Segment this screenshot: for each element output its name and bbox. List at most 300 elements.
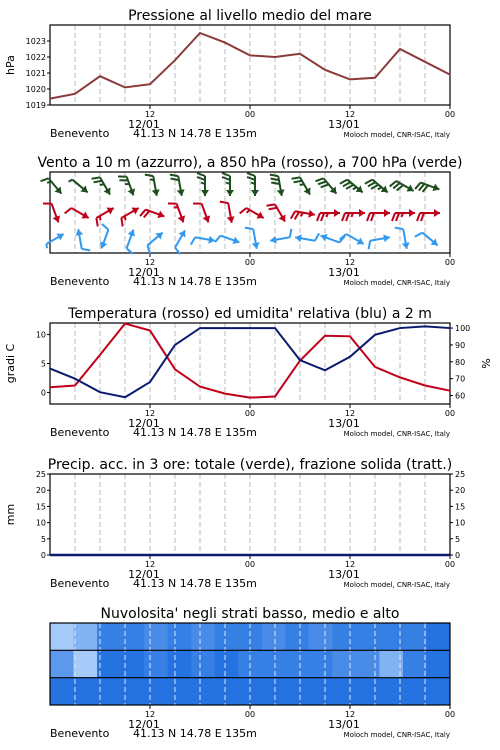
- y-tick-label: 15: [35, 502, 46, 512]
- wind-barb: [75, 229, 90, 250]
- cloud-cell: [97, 623, 121, 651]
- temperature-line-point: [274, 396, 276, 398]
- y-tick-label: 60: [455, 391, 466, 401]
- panel-title: Vento a 10 m (azzurro), a 850 hPa (rosso), a 700 hPa (verde): [37, 155, 463, 171]
- x-tick-label: 00: [244, 710, 256, 719]
- pressure-line-point: [349, 79, 351, 81]
- humidity-line-point: [324, 369, 326, 371]
- wind-feather: [197, 173, 205, 176]
- location-name: Benevento: [50, 127, 110, 140]
- wind-feather: [171, 179, 179, 181]
- wind-feather: [421, 213, 424, 221]
- humidity-line-point: [99, 391, 101, 393]
- wind-feather: [294, 181, 302, 182]
- humidity-line-point: [199, 327, 201, 329]
- panel-5: [50, 606, 455, 740]
- y-axis-label: %: [480, 358, 493, 369]
- wind-half-feather: [100, 184, 104, 185]
- y-tick-label: 10: [455, 518, 466, 528]
- wind-barb: [415, 233, 438, 246]
- wind-barb: [295, 233, 319, 242]
- x-tick-label: 12: [144, 110, 156, 119]
- x-tick-label: 00: [244, 258, 256, 267]
- x-tick-label: 00: [444, 110, 456, 119]
- wind-feather: [247, 173, 255, 176]
- wind-feather: [215, 236, 221, 242]
- x-tick-label: 12: [144, 710, 156, 719]
- pressure-line-point: [374, 77, 376, 79]
- wind-half-feather: [47, 181, 51, 182]
- model-credit: Moloch model, CNR-ISAC, Italy: [343, 731, 450, 739]
- wind-barb: [316, 178, 337, 193]
- y-tick-label: 5: [40, 534, 46, 544]
- cloud-cell: [309, 678, 333, 706]
- wind-arrowhead: [201, 190, 209, 196]
- location-name: Benevento: [50, 275, 110, 288]
- temperature-line-point: [199, 386, 201, 388]
- wind-feather: [415, 233, 422, 237]
- y-tick-label: 25: [455, 470, 466, 479]
- wind-feather: [270, 175, 278, 177]
- model-credit: Moloch model, CNR-ISAC, Italy: [343, 430, 450, 438]
- wind-feather: [321, 213, 324, 221]
- date-label: 13/01: [328, 417, 360, 430]
- x-tick-label: 12: [344, 110, 356, 119]
- cloud-cell: [356, 650, 380, 678]
- wind-feather: [291, 211, 295, 218]
- cloud-cell: [191, 678, 215, 706]
- wind-feather: [121, 218, 122, 226]
- y-axis-label: gradi C: [4, 343, 17, 384]
- wind-half-feather: [150, 179, 154, 180]
- cloud-cell: [332, 678, 356, 706]
- wind-feather: [365, 180, 372, 184]
- wind-feather: [267, 204, 275, 205]
- wind-arrowhead: [334, 209, 340, 217]
- humidity-line-point: [299, 359, 301, 361]
- temperature-line-point: [324, 335, 326, 337]
- wind-feather: [290, 229, 292, 237]
- wind-barb: [292, 177, 311, 194]
- wind-half-feather: [100, 216, 101, 220]
- wind-barb: [417, 209, 440, 221]
- wind-barb: [43, 204, 60, 223]
- wind-barb: [100, 224, 109, 248]
- panel-title: Temperatura (rosso) ed umidita' relativa (blu) a 2 m: [68, 306, 432, 322]
- pressure-line-point: [399, 48, 401, 50]
- wind-half-feather: [247, 210, 250, 213]
- wind-barb: [65, 208, 89, 218]
- pressure-line-point: [124, 87, 126, 89]
- wind-feather: [392, 213, 395, 221]
- temperature-line-point: [174, 368, 176, 370]
- cloud-cell: [426, 650, 450, 678]
- location-name: Benevento: [50, 727, 110, 740]
- wind-feather: [340, 180, 347, 184]
- cloud-cell: [285, 678, 309, 706]
- wind-half-feather: [46, 244, 47, 248]
- y-tick-label: 5: [455, 534, 461, 544]
- pressure-line-point: [49, 98, 51, 100]
- wind-barb: [127, 230, 136, 254]
- date-label: 12/01: [128, 118, 160, 131]
- cloud-cell: [191, 650, 215, 678]
- y-tick-label: 1019: [25, 101, 46, 110]
- wind-barb: [96, 208, 113, 227]
- pressure-line-point: [324, 69, 326, 71]
- y-tick-label: 15: [455, 502, 466, 512]
- cloud-cell: [97, 650, 121, 678]
- cloud-cell: [97, 678, 121, 706]
- wind-barb: [291, 210, 315, 220]
- wind-feather: [240, 208, 247, 213]
- wind-feather: [342, 213, 345, 221]
- humidity-line-point: [449, 327, 451, 329]
- cloud-cell: [144, 623, 168, 651]
- wind-arrowhead: [359, 209, 365, 217]
- x-tick-label: 00: [444, 258, 456, 267]
- y-axis-label: hPa: [4, 55, 17, 75]
- cloud-cell: [426, 678, 450, 706]
- panel-3: [4, 306, 493, 439]
- pressure-line-point: [449, 74, 451, 76]
- wind-feather: [94, 181, 102, 182]
- wind-barb: [392, 209, 415, 221]
- wind-feather: [145, 175, 153, 177]
- wind-feather: [41, 178, 49, 181]
- humidity-line-point: [249, 327, 251, 329]
- y-tick-label: 100: [455, 324, 471, 334]
- temperature-line-point: [399, 377, 401, 379]
- temperature-line-point: [224, 393, 226, 395]
- wind-half-feather: [69, 180, 73, 182]
- wind-feather: [369, 241, 371, 249]
- wind-feather: [247, 177, 255, 180]
- x-tick-label: 00: [444, 560, 456, 569]
- wind-half-feather: [327, 213, 329, 217]
- wind-barb: [118, 177, 135, 196]
- x-tick-label: 00: [244, 110, 256, 119]
- y-tick-label: 80: [455, 357, 466, 367]
- pressure-line-point: [249, 55, 251, 57]
- y-tick-label: 1023: [25, 37, 46, 46]
- cloud-cell: [74, 678, 98, 706]
- wind-feather: [102, 224, 108, 230]
- wind-barb: [41, 178, 62, 193]
- wind-barb: [191, 236, 215, 245]
- y-tick-label: 1020: [25, 85, 46, 94]
- y-axis-label: mm: [4, 503, 17, 526]
- cloud-cell: [332, 623, 356, 651]
- wind-feather: [371, 213, 374, 221]
- wind-barb: [395, 228, 410, 249]
- panel-1: [4, 8, 455, 140]
- panel-title: Precip. acc. in 3 ore: totale (verde), frazione solida (tratt.): [47, 457, 453, 473]
- x-tick-label: 00: [444, 409, 456, 418]
- wind-feather: [197, 177, 205, 180]
- x-tick-label: 00: [244, 560, 256, 569]
- date-label: 12/01: [128, 266, 160, 279]
- cloud-cell: [121, 650, 145, 678]
- wind-barb: [92, 177, 111, 194]
- wind-barb: [367, 209, 390, 221]
- wind-barb: [69, 180, 88, 193]
- location-coords: 41.13 N 14.78 E 135m: [133, 127, 257, 140]
- wind-barb: [240, 208, 264, 218]
- cloud-cell: [215, 623, 239, 651]
- wind-feather: [191, 237, 195, 244]
- pressure-line-point: [199, 32, 201, 34]
- humidity-line-point: [274, 327, 276, 329]
- pressure-line-point: [424, 61, 426, 63]
- temperature-line-point: [449, 390, 451, 392]
- y-tick-label: 10: [35, 330, 46, 340]
- humidity-line-point: [124, 396, 126, 398]
- temperature-line-point: [99, 354, 101, 356]
- humidity-line-point: [74, 378, 76, 380]
- wind-barb: [247, 173, 259, 196]
- wind-feather: [316, 178, 324, 181]
- cloud-cell: [168, 650, 192, 678]
- wind-barb: [215, 236, 239, 245]
- wind-barb: [340, 180, 363, 193]
- wind-barb: [390, 181, 414, 191]
- wind-barb: [415, 183, 439, 192]
- temperature-line-point: [249, 397, 251, 399]
- humidity-line-point: [49, 368, 51, 370]
- wind-barb: [147, 233, 162, 254]
- wind-half-feather: [201, 183, 205, 185]
- cloud-cell: [74, 623, 98, 651]
- cloud-cell: [356, 623, 380, 651]
- y-tick-label: 0: [40, 551, 46, 560]
- humidity-line-point: [399, 327, 401, 329]
- y-tick-label: 0: [455, 551, 461, 560]
- location-coords: 41.13 N 14.78 E 135m: [133, 275, 257, 288]
- wind-half-feather: [352, 213, 354, 217]
- cloud-cell: [262, 650, 286, 678]
- panel-title: Pressione al livello medio del mare: [128, 8, 372, 24]
- wind-arrowhead: [251, 190, 259, 196]
- date-label: 12/01: [128, 417, 160, 430]
- wind-arrowhead: [409, 209, 415, 217]
- cloud-cell: [285, 623, 309, 651]
- wind-barb: [145, 175, 160, 196]
- wind-barb: [267, 204, 286, 221]
- y-tick-label: 90: [455, 340, 466, 350]
- x-tick-label: 12: [344, 710, 356, 719]
- model-credit: Moloch model, CNR-ISAC, Italy: [343, 581, 450, 589]
- x-tick-label: 12: [344, 258, 356, 267]
- location-coords: 41.13 N 14.78 E 135m: [133, 426, 257, 439]
- humidity-line-point: [374, 334, 376, 336]
- wind-feather: [170, 175, 178, 177]
- cloud-cell: [403, 623, 427, 651]
- wind-barb: [222, 173, 234, 196]
- temperature-line-point: [49, 386, 51, 388]
- wind-barb: [168, 204, 185, 223]
- wind-feather: [368, 182, 375, 186]
- humidity-line-point: [424, 326, 426, 328]
- cloud-cell: [285, 650, 309, 678]
- wind-half-feather: [125, 216, 126, 220]
- wind-barb: [317, 209, 340, 221]
- pressure-line-point: [174, 59, 176, 61]
- cloud-cell: [144, 678, 168, 706]
- x-tick-label: 12: [344, 560, 356, 569]
- pressure-line-point: [99, 75, 101, 77]
- pressure-line-point: [224, 42, 226, 44]
- wind-feather: [65, 208, 72, 213]
- cloud-cell: [168, 678, 192, 706]
- date-label: 13/01: [328, 118, 360, 131]
- temperature-line-point: [124, 323, 126, 325]
- wind-feather: [346, 213, 349, 221]
- wind-feather: [271, 179, 279, 181]
- cloud-cell: [74, 650, 98, 678]
- cloud-cell: [50, 623, 74, 651]
- wind-feather: [96, 218, 97, 226]
- cloud-cell: [215, 678, 239, 706]
- temperature-line-point: [424, 385, 426, 387]
- wind-half-feather: [402, 213, 404, 217]
- x-tick-label: 12: [344, 409, 356, 418]
- y-tick-label: 20: [455, 486, 466, 496]
- location-coords: 41.13 N 14.78 E 135m: [133, 727, 257, 740]
- y-tick-label: 10: [35, 518, 46, 528]
- cloud-cell: [356, 678, 380, 706]
- pressure-line-point: [299, 53, 301, 55]
- location-name: Benevento: [50, 577, 110, 590]
- temperature-line-point: [74, 385, 76, 387]
- wind-half-feather: [378, 187, 382, 189]
- cloud-cell: [309, 623, 333, 651]
- wind-barb: [193, 204, 210, 223]
- y-tick-label: 1021: [25, 69, 46, 78]
- humidity-line-point: [149, 381, 151, 383]
- humidity-line: [50, 326, 450, 397]
- wind-feather: [343, 182, 350, 186]
- wind-barb: [121, 208, 138, 227]
- cloud-cell: [215, 650, 239, 678]
- wind-barb: [270, 229, 291, 244]
- wind-half-feather: [226, 183, 230, 185]
- model-credit: Moloch model, CNR-ISAC, Italy: [343, 131, 450, 139]
- wind-feather: [367, 213, 370, 221]
- cloud-cell: [144, 650, 168, 678]
- cloud-cell: [168, 623, 192, 651]
- wind-barb: [365, 180, 388, 193]
- wind-barb: [245, 228, 260, 249]
- wind-barb: [342, 209, 365, 221]
- x-tick-label: 12: [144, 409, 156, 418]
- wind-half-feather: [251, 183, 255, 185]
- cloud-cell: [121, 678, 145, 706]
- cloud-cell: [50, 650, 74, 678]
- wind-feather: [269, 208, 277, 209]
- wind-barb: [197, 173, 209, 196]
- temperature-line-point: [149, 330, 151, 332]
- wind-feather: [317, 213, 320, 221]
- wind-barb: [170, 175, 185, 196]
- wind-feather: [315, 233, 319, 240]
- y-tick-label: 70: [455, 374, 466, 384]
- wind-barb: [175, 230, 185, 254]
- cloud-cell: [332, 650, 356, 678]
- y-tick-label: 0: [40, 388, 46, 398]
- cloud-cell: [309, 650, 333, 678]
- panel-title: Nuvolosita' negli strati basso, medio e alto: [100, 606, 400, 622]
- wind-barb: [220, 202, 235, 223]
- pressure-line-point: [74, 93, 76, 95]
- humidity-line-point: [224, 327, 226, 329]
- wind-feather: [295, 212, 299, 219]
- panel-2: [37, 155, 462, 288]
- temperature-line-point: [349, 336, 351, 338]
- cloud-cell: [262, 678, 286, 706]
- date-label: 13/01: [328, 718, 360, 731]
- cloud-cell: [50, 678, 74, 706]
- wind-barb: [140, 210, 164, 219]
- y-tick-label: 25: [35, 470, 46, 479]
- wind-feather: [292, 177, 300, 178]
- pressure-line-point: [149, 83, 151, 85]
- location-coords: 41.13 N 14.78 E 135m: [133, 577, 257, 590]
- cloud-cell: [426, 623, 450, 651]
- wind-feather: [220, 202, 228, 204]
- wind-arrowhead: [226, 190, 234, 196]
- location-name: Benevento: [50, 426, 110, 439]
- wind-barb: [46, 234, 63, 249]
- wind-half-feather: [353, 187, 357, 189]
- wind-feather: [82, 249, 90, 251]
- wind-feather: [321, 184, 329, 187]
- wind-feather: [417, 213, 420, 221]
- cloud-cell: [262, 623, 286, 651]
- x-tick-label: 00: [244, 409, 256, 418]
- x-tick-label: 12: [144, 560, 156, 569]
- wind-feather: [395, 228, 403, 230]
- date-label: 12/01: [128, 718, 160, 731]
- cloud-cell: [191, 623, 215, 651]
- cloud-cell: [403, 650, 427, 678]
- model-credit: Moloch model, CNR-ISAC, Italy: [343, 279, 450, 287]
- wind-feather: [222, 173, 230, 176]
- y-tick-label: 5: [40, 359, 46, 369]
- y-tick-label: 20: [35, 486, 46, 496]
- date-label: 12/01: [128, 568, 160, 581]
- humidity-line-point: [174, 344, 176, 346]
- wind-feather: [92, 177, 100, 178]
- temperature-line-point: [374, 366, 376, 368]
- wind-half-feather: [300, 184, 304, 185]
- date-label: 13/01: [328, 266, 360, 279]
- humidity-line-point: [349, 356, 351, 358]
- wind-feather: [222, 177, 230, 180]
- wind-arrowhead: [384, 209, 390, 217]
- wind-feather: [245, 228, 253, 230]
- wind-barb: [369, 234, 390, 249]
- cloud-cell: [121, 623, 145, 651]
- y-tick-label: 1022: [25, 53, 46, 62]
- wind-feather: [396, 213, 399, 221]
- x-tick-label: 00: [444, 710, 456, 719]
- pressure-line-point: [274, 56, 276, 58]
- wind-feather: [271, 182, 279, 184]
- date-label: 13/01: [328, 568, 360, 581]
- x-tick-label: 12: [144, 258, 156, 267]
- wind-barb: [270, 175, 285, 196]
